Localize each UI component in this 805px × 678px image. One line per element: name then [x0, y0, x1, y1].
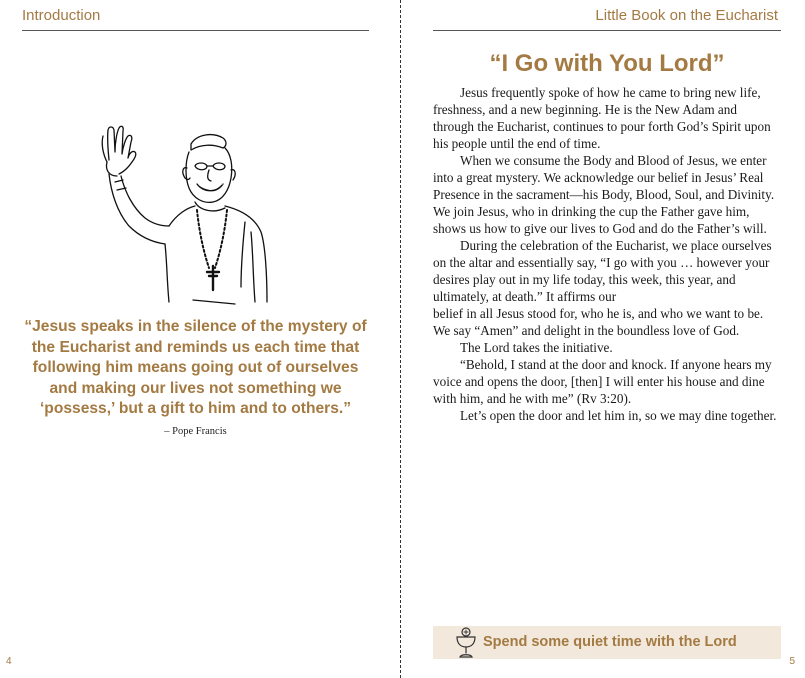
quote-attribution: – Pope Francis: [164, 426, 227, 437]
body-paragraph: Jesus frequently spoke of how he came to bring new life, freshness, and a new beginning. He is the New Adam and through the Eucharist, continues to pour forth God’s Spirit upon his people until the end of time.: [433, 85, 771, 151]
pope-francis-illustration: [95, 122, 270, 307]
page-number-left: 4: [6, 656, 12, 667]
header-rule-left: [22, 30, 369, 31]
callout-text: Spend some quiet time with the Lord: [483, 634, 737, 650]
page-gutter-divider: [400, 0, 401, 678]
running-head-right: Little Book on the Eucharist: [595, 7, 778, 24]
body-paragraph: The Lord takes the initiative.: [460, 340, 613, 355]
chalice-host-icon: [455, 627, 477, 659]
page-number-right: 5: [789, 656, 795, 667]
header-rule-right: [433, 30, 781, 31]
body-text: [433, 84, 781, 424]
body-paragraph: “Behold, I stand at the door and knock. If anyone hears my voice and opens the door, [then] I will enter his house and dine with him, and he with me” (Rv 3:20).: [433, 357, 772, 406]
chapter-title: “I Go with You Lord”: [489, 50, 725, 77]
left-page: [0, 0, 400, 678]
body-paragraph: belief in all Jesus stood for, who he is, and who we want to be. We say “Amen” and delight in the boundless love of God.: [433, 306, 764, 338]
pope-quote: “Jesus speaks in the silence of the mystery of the Eucharist and reminds us each time that following him means going out of ourselves and making our lives not something we ‘possess,’ but a gift to him and to others.”: [24, 318, 367, 417]
right-page: [402, 0, 805, 678]
quiet-time-callout: [433, 626, 781, 659]
running-head-left: Introduction: [22, 7, 101, 24]
body-paragraph: Let’s open the door and let him in, so we may dine together.: [460, 408, 777, 423]
body-paragraph: During the celebration of the Eucharist, we place ourselves on the altar and essentially say, “I go with you … however your desires play out in my life today, this week, this year, and ultimately, at death.” It affirms our: [433, 238, 772, 304]
body-paragraph: When we consume the Body and Blood of Jesus, we enter into a great mystery. We acknowledge our belief in Jesus’ Real Presence in the sacrament—his Body, Blood, Soul, and Divinity. We join Jesus, who in drinking the cup the Father gave him, shows us how to give our lives to God and do the Father’s will.: [433, 153, 775, 236]
